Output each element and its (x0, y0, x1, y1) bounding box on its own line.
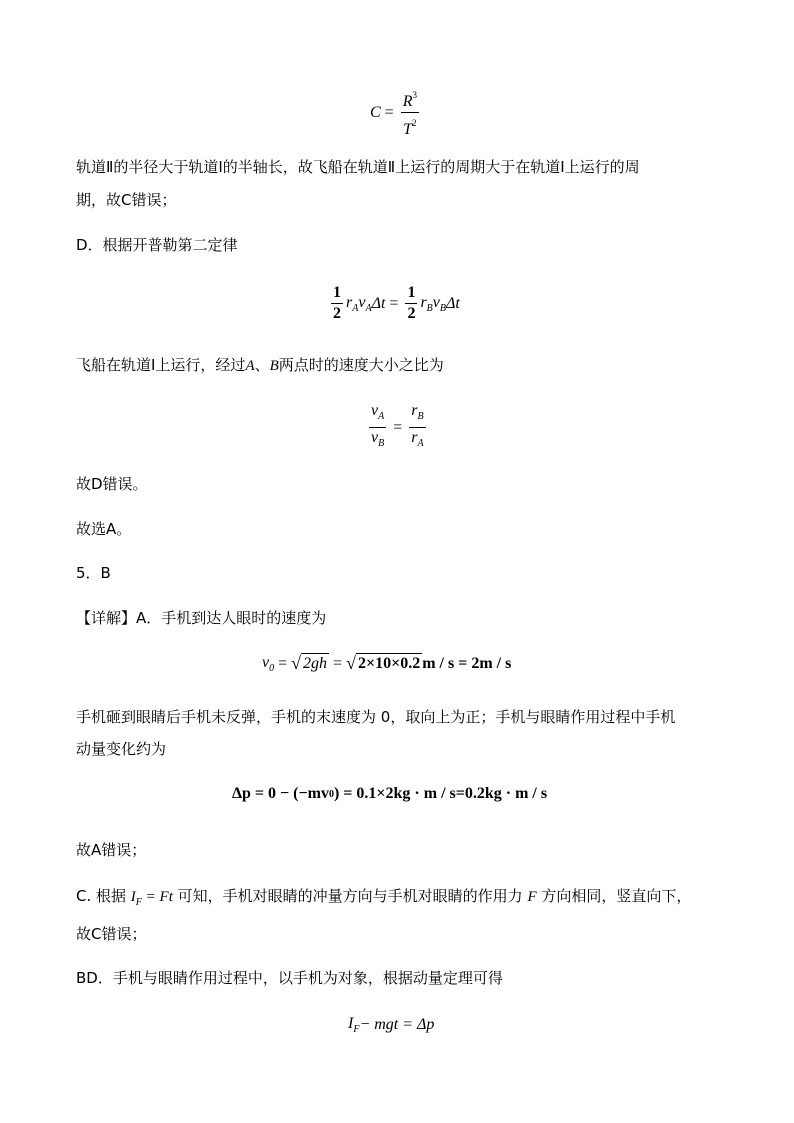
v0: $v_0$ (262, 653, 275, 674)
eq-num-exp: 3 (412, 90, 417, 100)
para6-line1: 手机砸到眼睛后手机未反弹，手机的末速度为 0，取向上为正；手机与眼睛作用过程中手机 (76, 708, 676, 726)
para4: 故D错误。 (76, 475, 148, 493)
unit-1: m / s (422, 654, 455, 672)
momentum-text-2: ) = 0.1×2kg · m / s=0.2kg · m / s (333, 785, 548, 802)
half-fraction-left (331, 284, 343, 323)
point-A: A (245, 358, 255, 374)
eq-fraction (401, 86, 419, 139)
r-ratio: $\frac{r_B}{r_A}$ (411, 402, 424, 449)
question-5-answer: 5．B (76, 564, 111, 582)
momentum-change-equation (232, 785, 547, 803)
theorem-rest: − mgt = Δp (359, 1016, 435, 1033)
para8-text-c: 方向相同，竖直向下， (541, 887, 692, 905)
eq-num: R (402, 93, 413, 110)
kepler-third-law-equation (370, 86, 422, 139)
sqrt-2gh: √ 2gh (291, 653, 328, 673)
half-num-2: 1 (405, 284, 417, 304)
equals: = (389, 294, 399, 312)
kepler-second-law-equation (328, 284, 460, 323)
dt-right: Δt (446, 294, 460, 312)
rA: $r_A$ (346, 293, 359, 314)
para9: BD．手机与眼睛作用过程中，以手机为对象，根据动量定理可得 (76, 969, 503, 987)
eq3: = (454, 654, 472, 672)
ratio-equals: = (389, 418, 407, 436)
dt-left: Δt (371, 294, 386, 312)
theorem-I: $I_F$ (348, 1015, 360, 1035)
half-den-2: 2 (407, 305, 416, 322)
para8-line1 (76, 886, 691, 913)
force-F: F (527, 889, 537, 905)
velocity-equation (262, 653, 511, 674)
vB: $v_B$ (432, 293, 446, 314)
para8-text-a: C. 根据 (76, 887, 127, 905)
para1-line1: 轨道Ⅱ的半径大于轨道Ⅰ的半轴长，故飞船在轨道Ⅱ上运行的周期大于在轨道Ⅰ上运行的周 (76, 158, 640, 176)
half-den: 2 (333, 305, 341, 322)
para7: 故A错误； (76, 841, 147, 859)
para5: 故选A。 (76, 520, 132, 538)
sqrt-values: √ 2×10×0.2 (346, 653, 421, 673)
impulse-expression: $I_F = Ft$ (130, 889, 173, 908)
momentum-text-1: Δp = 0 − (−mv (232, 785, 329, 802)
eq1: = (274, 654, 292, 672)
para3-sep: 、 (254, 356, 270, 374)
para3-text-b: 两点时的速度大小之比为 (278, 356, 444, 374)
eq2: = (329, 654, 347, 672)
half-num: 1 (331, 284, 343, 304)
eq-lhs: C (370, 103, 381, 121)
question-5-detail: 【详解】A．手机到达人眼时的速度为 (76, 609, 327, 627)
para2: D．根据开普勒第二定律 (76, 236, 238, 254)
eq-den-exp: 2 (412, 118, 417, 128)
point-B: B (269, 358, 279, 374)
para8-text-b: 可知，手机对眼睛的冲量方向与手机对眼睛的作用力 (177, 887, 523, 905)
vA: $v_A$ (358, 293, 372, 314)
para8-line2: 故C错误； (76, 925, 147, 943)
para3 (76, 355, 444, 376)
momentum-sub: 0 (328, 788, 334, 800)
momentum-theorem-equation (348, 1015, 434, 1035)
eq-den: T (403, 121, 413, 138)
velocity-result: 2m / s (471, 654, 512, 672)
para1-line2: 期，故C错误； (76, 191, 177, 209)
velocity-ratio-equation (366, 402, 429, 453)
rB: $r_B$ (420, 293, 433, 314)
half-fraction-right (405, 284, 417, 323)
eq-equals: = (380, 103, 398, 121)
para6-line2: 动量变化约为 (76, 740, 167, 758)
para3-text-a: 飞船在轨道Ⅰ上运行，经过 (76, 356, 246, 374)
v-ratio: $\frac{v_A}{v_B}$ (371, 402, 385, 449)
